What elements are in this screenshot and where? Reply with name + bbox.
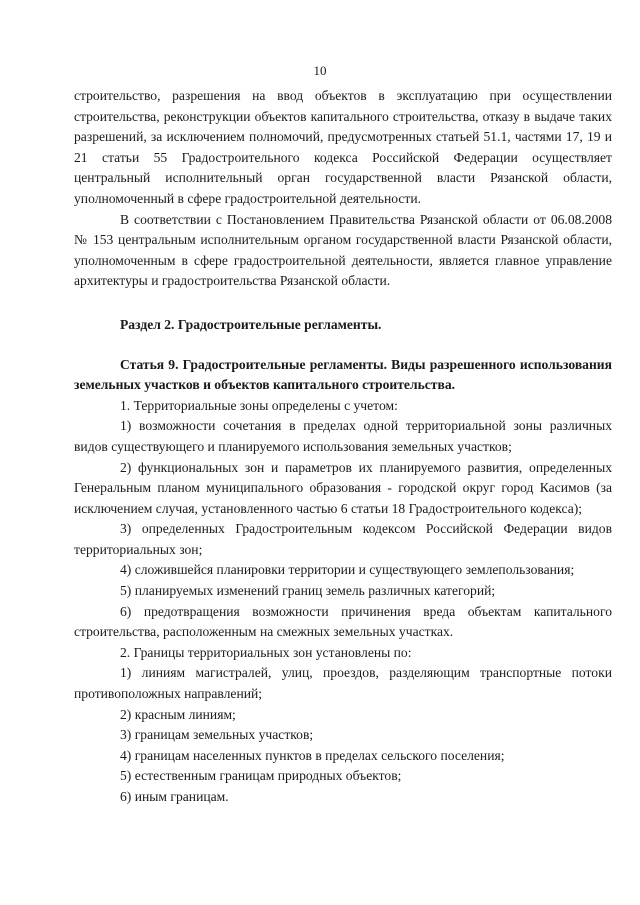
clause-1-item-1: 1) возможности сочетания в пределах одной территориальной зоны различных видов существующего и планируемого использования земельных участков; [74, 418, 612, 454]
clause-2-lead: 2. Границы территориальных зон установлены по: [120, 644, 412, 660]
clause-2-item-3: 3) границам земельных участков; [120, 727, 314, 743]
document-body [74, 86, 612, 808]
section-title: Раздел 2. Градостроительные регламенты. [120, 316, 382, 332]
clause-1-lead: 1. Территориальные зоны определены с учетом: [120, 397, 398, 413]
clause-1-item-5: 5) планируемых изменений границ земель различных категорий; [120, 583, 496, 599]
clause-2-item-5: 5) естественным границам природных объектов; [120, 768, 402, 784]
clause-2-item-2: 2) красным линиям; [120, 706, 236, 722]
clause-1-item-4: 4) сложившейся планировки территории и существующего землепользования; [120, 562, 575, 578]
clause-2-item-1: 1) линиям магистралей, улиц, проездов, разделяющим транспортные потоки противоположных направлений; [74, 665, 612, 702]
intro-paragraph-1: строительство, разрешения на ввод объектов в эксплуатацию при осуществлении строительства, реконструкции объектов капитального строительства, отказу в выдаче таких разрешений, за исключением полномочий, предусмотренных статьей 51.1, частями 17, 19 и 21 статьи 55 Градостроительного кодекса Российской Федерации осуществляет центральный исполнительный орган государственной власти Рязанской области, уполномоченный в сфере градостроительной деятельности. [74, 88, 612, 206]
clause-2-item-4: 4) границам населенных пунктов в пределах сельского поселения; [120, 747, 505, 763]
page-number: 10 [313, 63, 327, 78]
clause-2-item-6: 6) иным границам. [120, 789, 229, 804]
clause-1-item-2: 2) функциональных зон и параметров их планируемого развития, определенных Генеральным планом муниципального образования - городской округ город Касимов (за исключением случая, установленного частью 6 статьи 18 Градостроительного кодекса); [74, 459, 612, 516]
clause-1-item-3: 3) определенных Градостроительным кодексом Российской Федерации видов территориальных зон; [74, 521, 612, 557]
article-title: Статья 9. Градостроительные регламенты. Виды разрешенного использования земельных участков и объектов капитального строительства. [74, 356, 612, 393]
intro-paragraph-2: В соответствии с Постановлением Правительства Рязанской области от 06.08.2008 № 153 центральным исполнительным органом государственной власти Рязанской области, уполномоченным в сфере градостроительной деятельности, является главное управление архитектуры и градостроительства Рязанской области. [74, 211, 612, 289]
clause-1-item-6: 6) предотвращения возможности причинения вреда объектам капитального строительства, расположенным на смежных земельных участках. [74, 603, 612, 640]
